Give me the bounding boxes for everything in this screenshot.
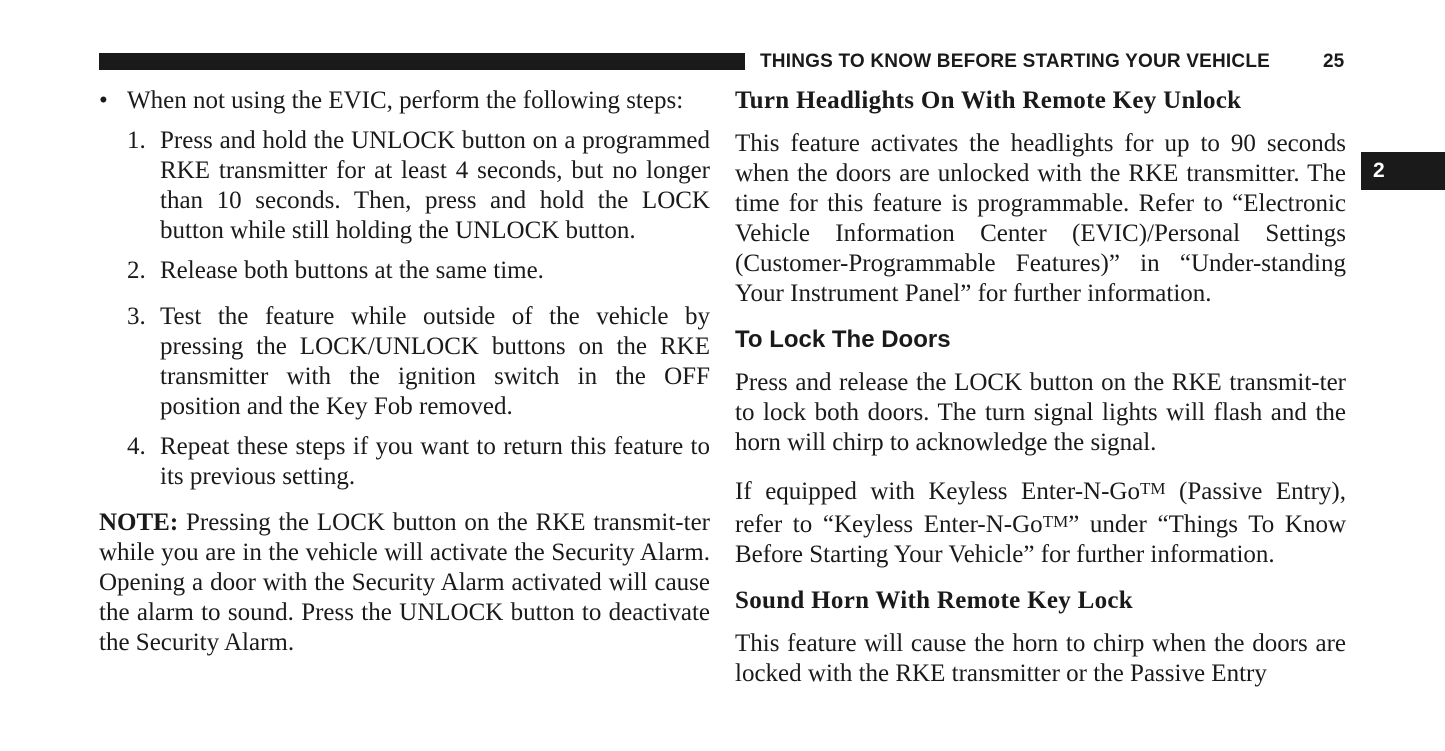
step-item xyxy=(99,302,710,422)
step-number: 2. xyxy=(127,257,146,284)
keyless-text-1: If equipped with Keyless Enter-N-Go xyxy=(735,478,1140,505)
keyless-text-3: ” under “Things To Know Before Starting Your Vehicle” for further information. xyxy=(735,511,1346,568)
step-text: Test the feature while outside of the vehicle by pressing the LOCK/UNLOCK buttons on the RKE transmitter with the ignition switch in the OFF position and the Key Fob removed. xyxy=(160,303,710,420)
lock-doors-body: Press and release the LOCK button on the RKE transmit-ter to lock both doors. The turn signal lights will flash and the horn will chirp to acknowledge the signal. xyxy=(735,369,1346,456)
step-number: 1. xyxy=(127,127,146,154)
step-text: Release both buttons at the same time. xyxy=(160,257,544,284)
headlights-body: This feature activates the headlights for up to 90 seconds when the doors are unlocked with the RKE transmitter. The time for this feature is programmable. Refer to “Electronic Vehicle Information Center (EVIC)/Personal Settings (Customer-Programmable Features)” in “Under-standing Your Instrument Panel” for further information. xyxy=(735,130,1346,307)
step-item xyxy=(99,432,710,492)
chapter-tab-number: 2 xyxy=(1373,159,1385,182)
step-number: 3. xyxy=(127,303,146,330)
page-number: 25 xyxy=(1323,51,1345,72)
header-rule-bar xyxy=(99,53,745,70)
keyless-text-2: (Passive Entry), refer to “Keyless Enter-N-Go xyxy=(735,478,1346,538)
right-column xyxy=(735,86,1346,689)
lock-doors-heading: To Lock The Doors xyxy=(735,326,951,353)
sound-horn-heading: Sound Horn With Remote Key Lock xyxy=(735,587,1133,614)
step-number: 4. xyxy=(127,433,146,460)
sound-horn-body: This feature will cause the horn to chirp when the doors are locked with the RKE transmitter or the Passive Entry xyxy=(735,630,1346,687)
bullet-text: When not using the EVIC, perform the following steps: xyxy=(127,87,684,114)
step-item xyxy=(99,256,710,286)
headlights-heading: Turn Headlights On With Remote Key Unlock xyxy=(735,87,1242,114)
note-text: Pressing the LOCK button on the RKE transmit-ter while you are in the vehicle will activate the Security Alarm. Opening a door with the Security Alarm activated will cause the alarm to sound. Press the UNLOCK button to deactivate the Security Alarm. xyxy=(99,509,710,656)
running-header: THINGS TO KNOW BEFORE STARTING YOUR VEHICLE xyxy=(760,51,1271,72)
trademark-symbol: TM xyxy=(1042,512,1069,531)
bullet-icon: • xyxy=(99,87,108,114)
note-paragraph xyxy=(99,508,710,658)
trademark-symbol: TM xyxy=(1139,479,1166,498)
step-text: Repeat these steps if you want to return this feature to its previous setting. xyxy=(160,433,710,490)
bullet-item xyxy=(99,86,710,116)
left-column xyxy=(99,86,710,658)
chapter-tab xyxy=(1361,152,1445,190)
step-text: Press and hold the UNLOCK button on a programmed RKE transmitter for at least 4 seconds, but no longer than 10 seconds. Then, press and hold the LOCK button while still holding the UNLOCK button. xyxy=(160,127,710,244)
keyless-paragraph xyxy=(735,474,1346,570)
note-label: NOTE: xyxy=(99,509,179,536)
step-item xyxy=(99,126,710,246)
